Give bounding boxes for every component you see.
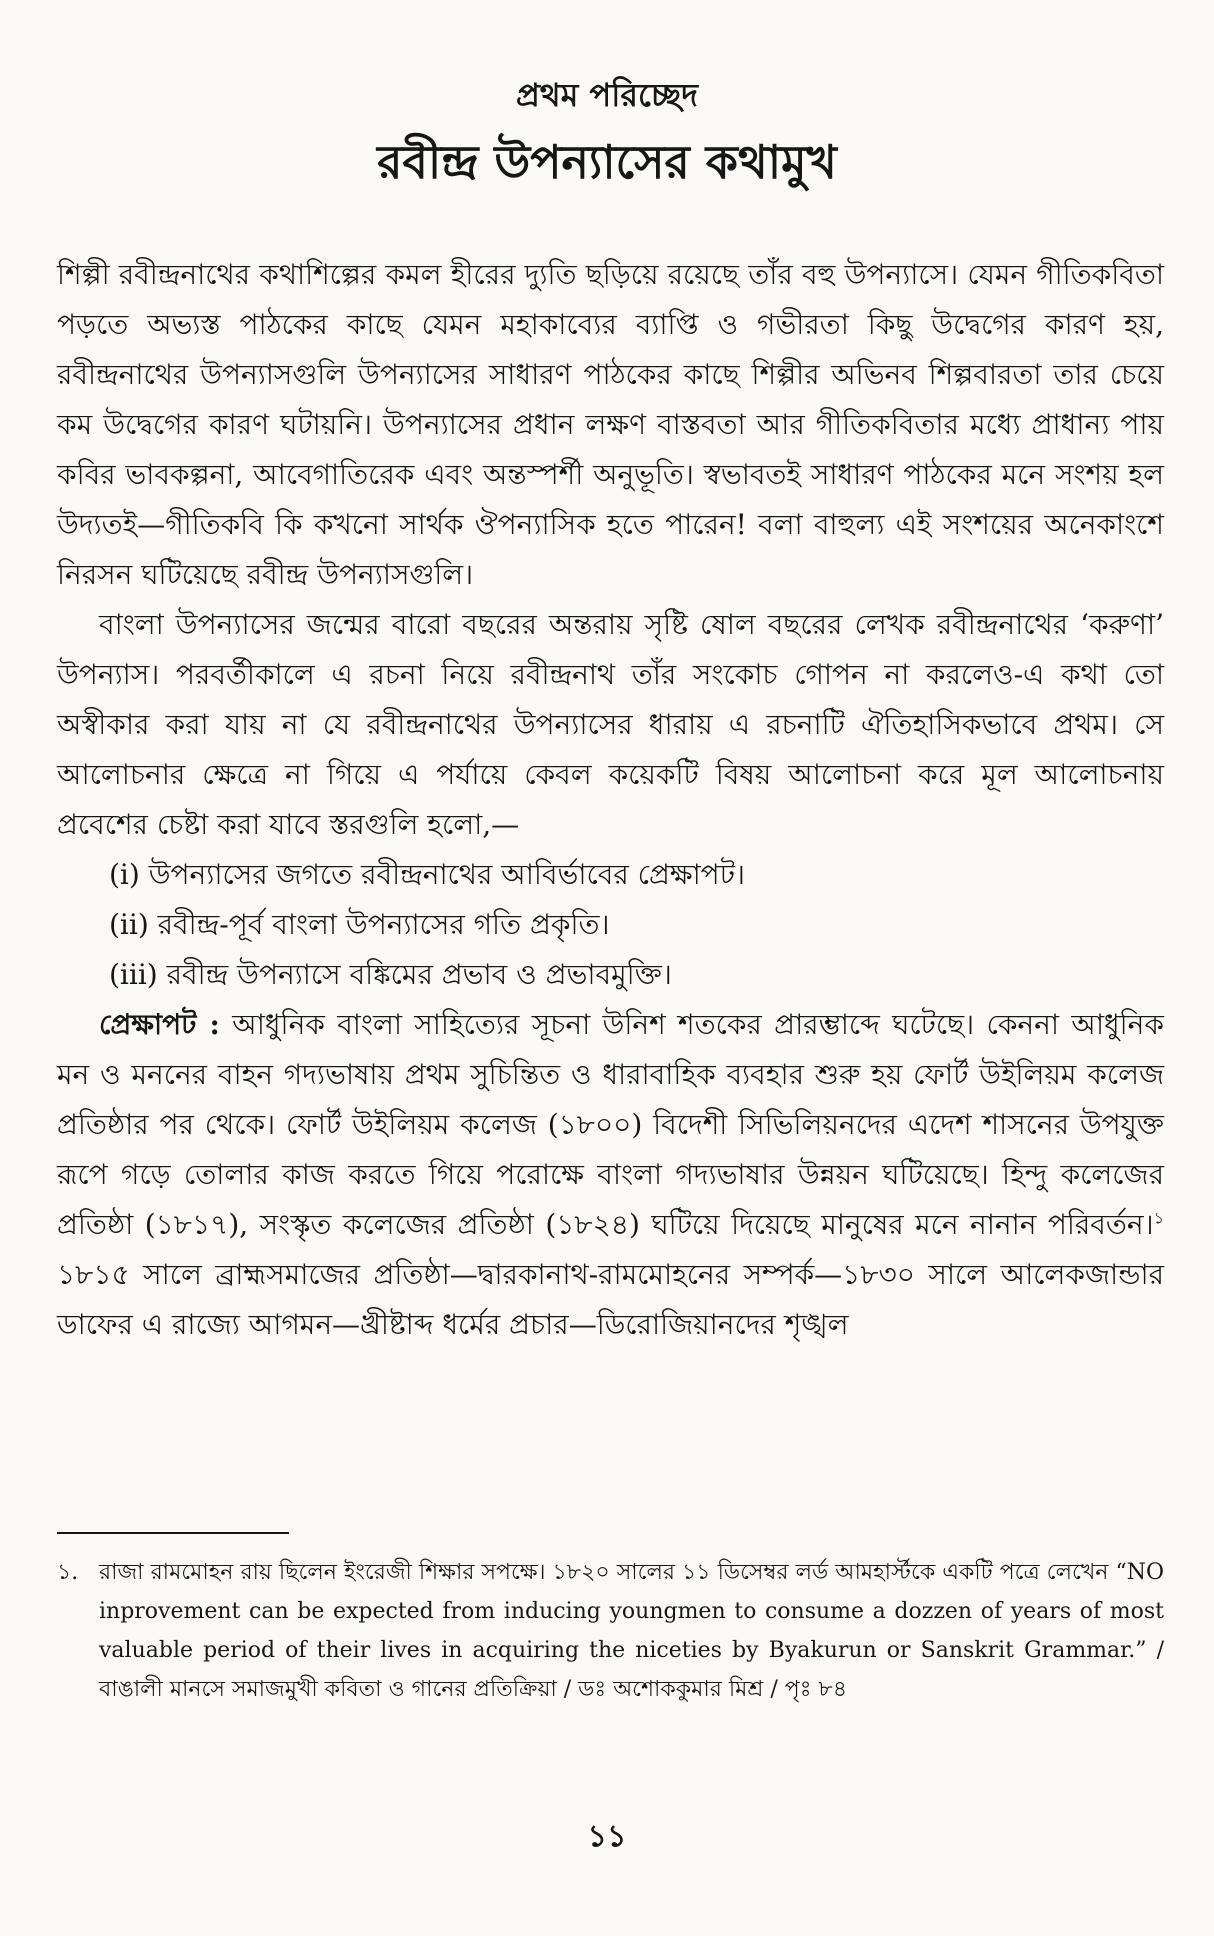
footnote-reference: ১ xyxy=(1153,1208,1164,1228)
footnote-1 xyxy=(57,1553,1164,1709)
page-number: ১১ xyxy=(587,1819,627,1854)
footnote-divider xyxy=(57,1532,289,1534)
paragraph-2: বাংলা উপন্যাসের জন্মের বারো বছরের অন্তরায় সৃষ্টি ষোল বছরের লেখক রবীন্দ্রনাথের ‘করুণা’ উপন্যাস। পরবর্তীকালে এ রচনা নিয়ে রবীন্দ্রনাথ তাঁর সংকোচ গোপন না করলেও-এ কথা তো অস্বীকার করা যায় না যে রবীন্দ্রনাথের উপন্যাসের ধারায় এ রচনাটি ঐতিহাসিকভাবে প্রথম। সে আলোচনার ক্ষেত্রে না গিয়ে এ পর্যায়ে কেবল কয়েকটি বিষয় আলোচনা করে মূল আলোচনায় প্রবেশের চেষ্টা করা যাবে স্তরগুলি হলো,— xyxy=(57,608,1164,841)
list-item-1: (i) উপন্যাসের জগতে রবীন্দ্রনাথের আবির্ভাবের প্রেক্ষাপট। xyxy=(109,858,745,891)
list-item-2: (ii) রবীন্দ্র-পূর্ব বাংলা উপন্যাসের গতি প্রকৃতি। xyxy=(109,908,610,941)
paragraph-3-text-a: আধুনিক বাংলা সাহিত্যের সূচনা উনিশ শতকের প্রারম্ভাব্দে ঘটেছে। কেননা আধুনিক মন ও মননের বাহন গদ্যভাষায় প্রথম সুচিন্তিত ও ধারাবাহিক ব্যবহার শুরু হয় ফোর্ট উইলিয়ম কলেজ প্রতিষ্ঠার পর থেকে। ফোর্ট উইলিয়ম কলেজ (১৮০০) বিদেশী সিভিলিয়নদের এদেশ শাসনের উপযুক্ত রূপে গড়ে তোলার কাজ করতে গিয়ে পরোক্ষে বাংলা গদ্যভাষার উন্নয়ন ঘটিয়েছে। হিন্দু কলেজের প্রতিষ্ঠা (১৮১৭), সংস্কৃত কলেজের প্রতিষ্ঠা (১৮২৪) ঘটিয়ে দিয়েছে মানুষের মনে নানান পরিবর্তন। xyxy=(57,1008,1164,1241)
paragraph-3-text-b: ১৮১৫ সালে ব্রাহ্মসমাজের প্রতিষ্ঠা—দ্বারকানাথ-রামমোহনের সম্পর্ক—১৮৩০ সালে আলেকজান্ডার ডাফের এ রাজ্যে আগমন—খ্রীষ্টাব্দ ধর্মের প্রচার—ডিরোজিয়ানদের শৃঙ্খল xyxy=(57,1258,1164,1341)
footnote-text: রাজা রামমোহন রায় ছিলেন ইংরেজী শিক্ষার সপক্ষে। ১৮২০ সালের ১১ ডিসেম্বর লর্ড আমহার্স্টকে একটি পত্রে লেখেন “NO inprovement can be expected from inducing youngmen to consume a dozzen of years of most valuable period of their lives in acquiring the niceties by Byakurun or Sanskrit Grammar.” / বাঙালী মানসে সমাজমুখী কবিতা ও গানের প্রতিক্রিয়া / ডঃ অশোককুমার মিশ্র / পৃঃ ৮৪ xyxy=(99,1560,1164,1702)
chapter-title: রবীন্দ্র উপন্যাসের কথামুখ xyxy=(377,135,837,189)
footnote-marker: ১. xyxy=(57,1560,79,1585)
body-text xyxy=(57,250,1164,1350)
chapter-label: প্রথম পরিচ্ছেদ xyxy=(516,76,698,114)
paragraph-3 xyxy=(57,1000,1164,1350)
run-in-heading: প্রেক্ষাপট : xyxy=(99,1008,220,1041)
list-item-3: (iii) রবীন্দ্র উপন্যাসে বঙ্কিমের প্রভাব ও প্রভাবমুক্তি। xyxy=(109,958,672,991)
paragraph-1: শিল্পী রবীন্দ্রনাথের কথাশিল্পের কমল হীরের দ্যুতি ছড়িয়ে রয়েছে তাঁর বহু উপন্যাসে। যেমন গীতিকবিতা পড়তে অভ্যস্ত পাঠকের কাছে যেমন মহাকাব্যের ব্যাপ্তি ও গভীরতা কিছু উদ্বেগের কারণ হয়, রবীন্দ্রনাথের উপন্যাসগুলি উপন্যাসের সাধারণ পাঠকের কাছে শিল্পীর অভিনব শিল্পবারতা তার চেয়ে কম উদ্বেগের কারণ ঘটায়নি। উপন্যাসের প্রধান লক্ষণ বাস্তবতা আর গীতিকবিতার মধ্যে প্রাধান্য পায় কবির ভাবকল্পনা, আবেগাতিরেক এবং অন্তস্পর্শী অনুভূতি। স্বভাবতই সাধারণ পাঠকের মনে সংশয় হল উদ্যতই—গীতিকবি কি কখনো সার্থক ঔপন্যাসিক হতে পারেন! বলা বাহুল্য এই সংশয়ের অনেকাংশে নিরসন ঘটিয়েছে রবীন্দ্র উপন্যাসগুলি। xyxy=(57,258,1164,591)
footnotes xyxy=(57,1553,1164,1709)
